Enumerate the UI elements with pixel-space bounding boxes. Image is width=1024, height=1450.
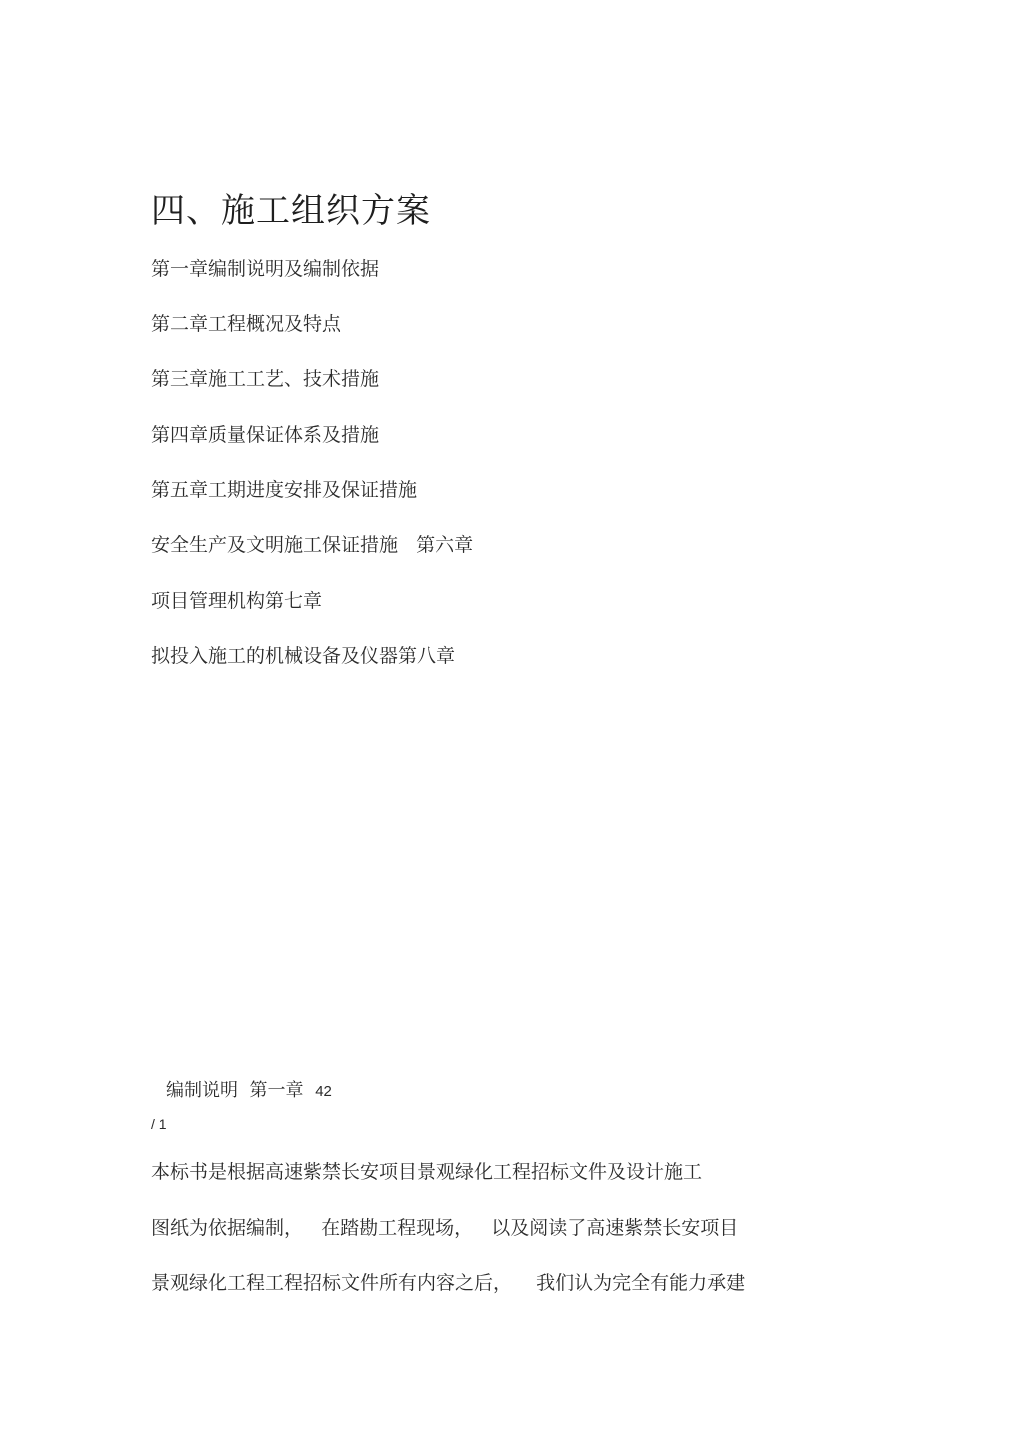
section-heading <box>166 1076 332 1102</box>
body-text-line: 本标书是根据高速紫禁长安项目景观绿化工程招标文件及设计施工 <box>151 1161 703 1183</box>
section-heading-text: 编制说明 第一章 <box>166 1080 304 1101</box>
document-title: 四、施工组织方案 <box>151 191 431 231</box>
toc-item: 第四章质量保证体系及措施 <box>151 424 380 446</box>
section-page-number: 42 <box>315 1083 332 1100</box>
toc-item: 安全生产及文明施工保证措施 第六章 <box>151 534 474 556</box>
toc-item: 第二章工程概况及特点 <box>151 313 342 335</box>
page-indicator: / 1 <box>151 1116 167 1132</box>
toc-item: 拟投入施工的机械设备及仪器第八章 <box>151 645 456 667</box>
body-text-line: 图纸为依据编制， 在踏勘工程现场， 以及阅读了高速紫禁长安项目 <box>151 1217 739 1239</box>
toc-item: 项目管理机构第七章 <box>151 590 323 612</box>
toc-item: 第三章施工工艺、技术措施 <box>151 368 380 390</box>
body-text-line: 景观绿化工程工程招标文件所有内容之后， 我们认为完全有能力承建 <box>151 1272 746 1294</box>
toc-item: 第五章工期进度安排及保证措施 <box>151 479 418 501</box>
toc-item: 第一章编制说明及编制依据 <box>151 258 380 280</box>
